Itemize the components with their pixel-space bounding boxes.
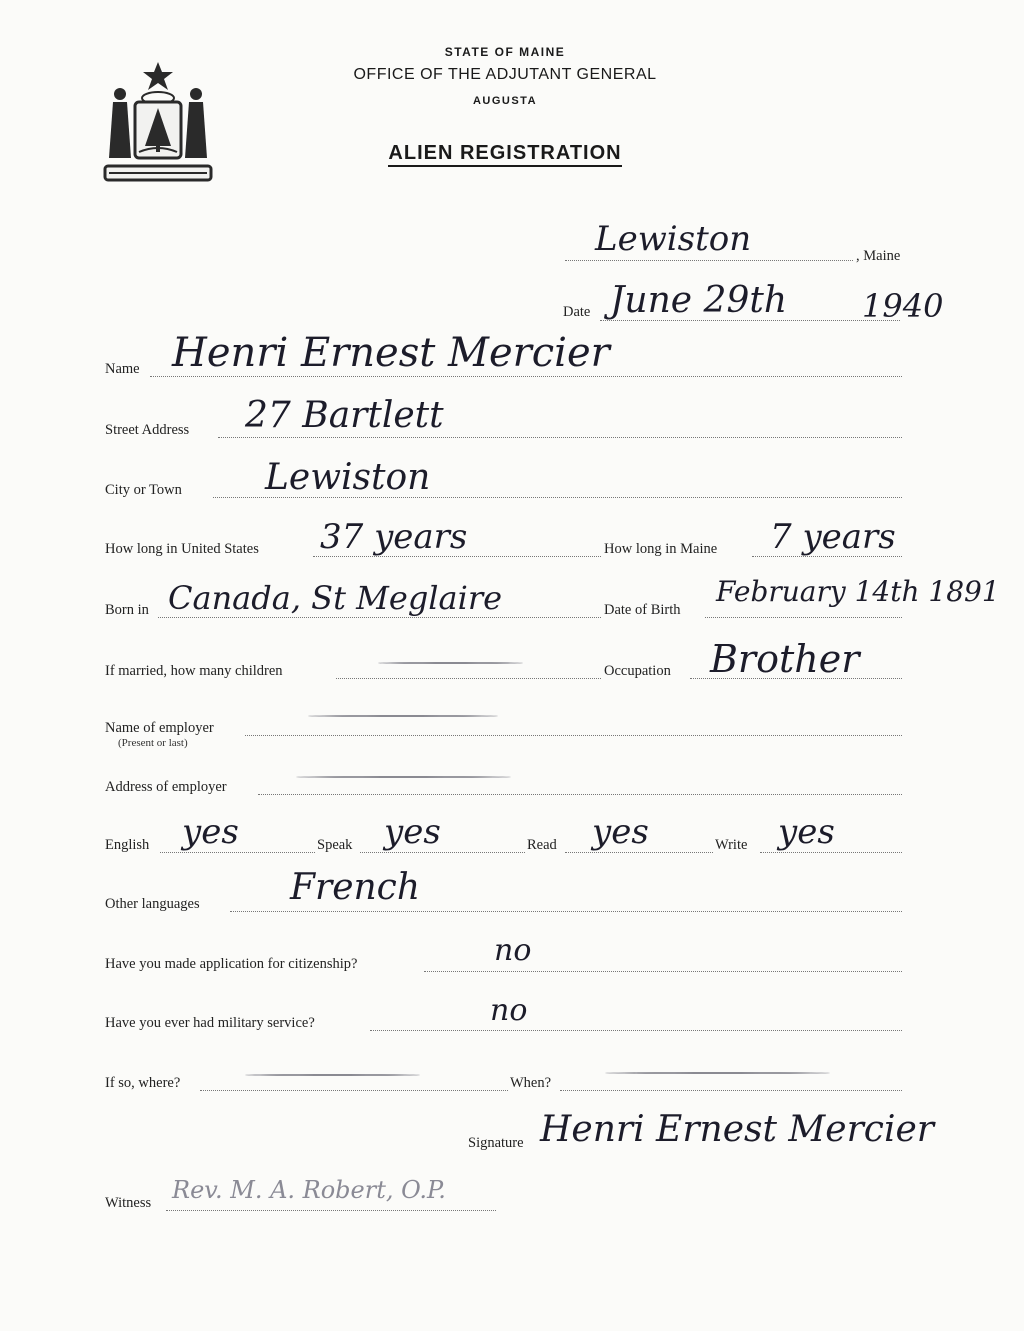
employer-address-blank-mark xyxy=(296,776,511,778)
how-long-maine-label: How long in Maine xyxy=(604,541,718,557)
date-of-birth-value: February 14th 1891 xyxy=(716,575,1000,608)
born-in-label: Born in xyxy=(105,602,149,618)
speak-label: Speak xyxy=(317,837,353,853)
city-value: Lewiston xyxy=(265,457,431,498)
maine-label: , Maine xyxy=(856,248,901,264)
children-line xyxy=(336,678,601,679)
name-label: Name xyxy=(105,361,140,377)
english-value: yes xyxy=(182,812,239,852)
other-languages-line xyxy=(230,911,902,912)
witness-line xyxy=(166,1210,496,1211)
city-label: City or Town xyxy=(105,482,182,498)
town-line xyxy=(565,260,853,261)
employer-name-label: Name of employer xyxy=(105,720,214,736)
how-long-us-label: How long in United States xyxy=(105,541,259,557)
born-in-value: Canada, St Meglaire xyxy=(168,579,503,617)
english-line xyxy=(160,852,315,853)
street-line xyxy=(218,437,902,438)
employer-name-line xyxy=(245,735,902,736)
how-long-us-value: 37 years xyxy=(320,517,468,557)
form-title: ALIEN REGISTRATION xyxy=(0,142,1010,165)
name-value: Henri Ernest Mercier xyxy=(172,330,610,376)
citizenship-label: Have you made application for citizenship? xyxy=(105,956,358,972)
read-value: yes xyxy=(592,812,649,852)
children-blank-mark xyxy=(378,662,523,664)
occupation-label: Occupation xyxy=(604,663,671,679)
born-in-line xyxy=(158,617,601,618)
write-label: Write xyxy=(715,837,748,853)
date-label: Date xyxy=(563,304,591,320)
signature-label: Signature xyxy=(468,1135,524,1151)
name-line xyxy=(150,376,902,377)
children-label: If married, how many children xyxy=(105,663,283,679)
date-of-birth-label: Date of Birth xyxy=(604,602,681,618)
street-value: 27 Bartlett xyxy=(245,395,444,436)
witness-value: Rev. M. A. Robert, O.P. xyxy=(172,1176,446,1204)
employer-address-line xyxy=(258,794,902,795)
speak-value: yes xyxy=(384,812,441,852)
speak-line xyxy=(360,852,525,853)
if-where-blank-mark xyxy=(245,1074,420,1076)
citizenship-line xyxy=(424,971,902,972)
write-value: yes xyxy=(778,812,835,852)
english-label: English xyxy=(105,837,150,853)
signature-value: Henri Ernest Mercier xyxy=(540,1109,934,1150)
date-day-value: June 29th xyxy=(610,280,788,321)
header-office: OFFICE OF THE ADJUTANT GENERAL xyxy=(353,66,657,83)
military-value: no xyxy=(490,993,528,1028)
read-line xyxy=(565,852,713,853)
when-blank-mark xyxy=(605,1072,830,1074)
read-label: Read xyxy=(527,837,557,853)
if-where-label: If so, where? xyxy=(105,1075,181,1091)
header-city: AUGUSTA xyxy=(472,95,538,107)
witness-label: Witness xyxy=(105,1195,152,1211)
header-state: STATE OF MAINE xyxy=(444,45,566,59)
citizenship-value: no xyxy=(494,933,532,968)
other-languages-label: Other languages xyxy=(105,896,200,912)
military-line xyxy=(370,1030,902,1031)
when-label: When? xyxy=(510,1075,552,1091)
write-line xyxy=(760,852,902,853)
if-where-line xyxy=(200,1090,508,1091)
date-of-birth-line xyxy=(705,617,902,618)
date-year-value: 1940 xyxy=(862,287,944,325)
when-line xyxy=(560,1090,902,1091)
employer-note: (Present or last) xyxy=(118,737,188,749)
street-label: Street Address xyxy=(105,422,190,438)
employer-address-label: Address of employer xyxy=(105,779,227,795)
how-long-maine-value: 7 years xyxy=(770,517,896,557)
town-value: Lewiston xyxy=(595,219,752,259)
employer-blank-mark xyxy=(308,715,498,717)
other-languages-value: French xyxy=(290,867,421,908)
military-label: Have you ever had military service? xyxy=(105,1015,315,1031)
occupation-value: Brother xyxy=(710,637,860,681)
